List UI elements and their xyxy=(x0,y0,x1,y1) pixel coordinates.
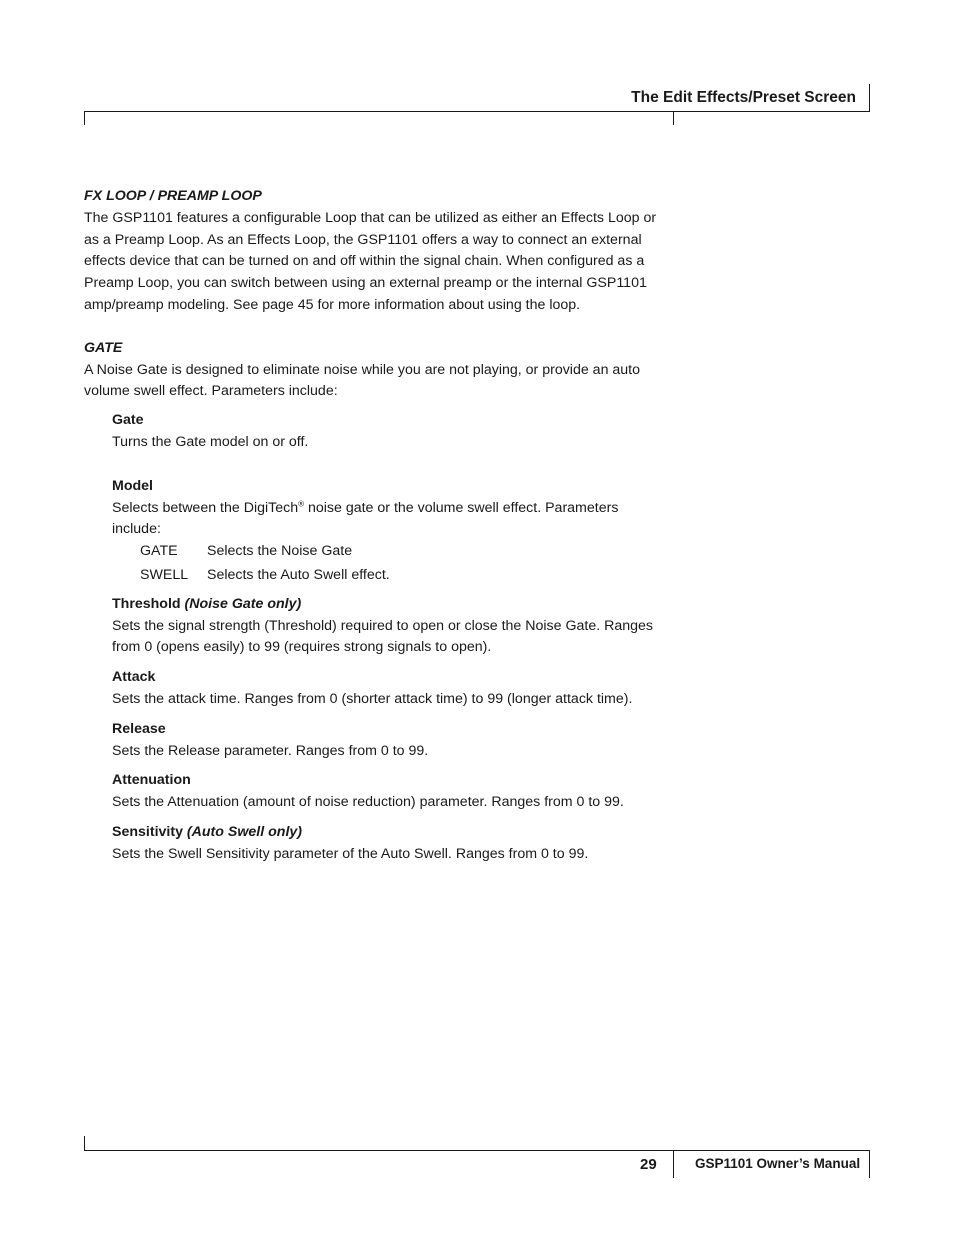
param-attenuation xyxy=(112,770,674,814)
param-name-text: Sensitivity xyxy=(112,823,183,840)
param-desc: Sets the Swell Sensitivity parameter of the Auto Swell. Ranges from 0 to 99. xyxy=(112,845,589,862)
param-desc: Sets the attack time. Ranges from 0 (shorter attack time) to 99 (longer attack time). xyxy=(112,690,633,707)
footer-manual-title: GSP1101 Owner’s Manual xyxy=(695,1156,861,1171)
param-qualifier: (Noise Gate only) xyxy=(184,595,302,612)
footer-rule-left-tick xyxy=(84,1136,85,1151)
footer-rule-right-tick xyxy=(869,1150,870,1178)
param-desc-part: noise gate or the volume swell effect. Parameters xyxy=(304,499,619,516)
footer-rule-mid-tick xyxy=(673,1150,674,1178)
gate-intro-line: volume swell effect. Parameters include: xyxy=(84,383,338,400)
gate-heading: GATE xyxy=(84,339,123,356)
option-value: Selects the Noise Gate xyxy=(207,543,353,560)
fx-loop-line: The GSP1101 features a configurable Loop that can be utilized as either an Effects Loop or xyxy=(84,209,657,226)
option-key: SWELL xyxy=(140,566,189,583)
page-body xyxy=(84,186,674,866)
gate-intro-line: A Noise Gate is designed to eliminate noise while you are not playing, or provide an auto xyxy=(84,361,641,378)
option-value: Selects the Auto Swell effect. xyxy=(207,566,390,583)
param-release xyxy=(112,719,674,763)
fx-loop-heading: FX LOOP / PREAMP LOOP xyxy=(84,188,262,204)
page-header-title: The Edit Effects/Preset Screen xyxy=(631,89,856,106)
param-threshold xyxy=(112,594,674,659)
param-name xyxy=(112,594,674,616)
param-desc xyxy=(112,498,674,520)
header-rule-right-tick xyxy=(869,84,870,112)
param-gate xyxy=(112,410,674,454)
param-desc: Sets the Attenuation (amount of noise reduction) parameter. Ranges from 0 to 99. xyxy=(112,794,624,811)
option-row xyxy=(140,565,674,587)
fx-loop-line: Preamp Loop, you can switch between using an external preamp or the internal GSP1101 xyxy=(84,275,647,292)
gate-section xyxy=(84,338,674,866)
fx-loop-line: amp/preamp modeling. See page 45 for more information about using the loop. xyxy=(84,296,581,313)
fx-loop-line: effects device that can be turned on and off within the signal chain. When configured as a xyxy=(84,253,645,270)
param-name: Gate xyxy=(112,412,144,429)
param-sensitivity xyxy=(112,822,674,866)
param-name: Model xyxy=(112,477,153,494)
page-number: 29 xyxy=(640,1156,657,1173)
param-desc: Sets the Release parameter. Ranges from 0 to 99. xyxy=(112,742,429,759)
option-key: GATE xyxy=(140,543,178,560)
option-row xyxy=(140,541,674,563)
param-desc: include: xyxy=(112,521,161,538)
param-desc: from 0 (opens easily) to 99 (requires strong signals to open). xyxy=(112,639,492,656)
param-attack xyxy=(112,667,674,711)
registered-mark: ® xyxy=(298,498,305,508)
param-desc-part: Selects between the DigiTech xyxy=(112,499,299,516)
param-desc: Turns the Gate model on or off. xyxy=(112,433,309,450)
header-rule-mid-tick xyxy=(673,111,674,125)
param-qualifier: (Auto Swell only) xyxy=(186,823,302,840)
fx-loop-section xyxy=(84,186,674,317)
param-model xyxy=(112,476,674,541)
param-desc: Sets the signal strength (Threshold) required to open or close the Noise Gate. Ranges xyxy=(112,617,654,634)
header-rule-horizontal xyxy=(84,111,870,112)
param-name: Release xyxy=(112,720,166,737)
header-rule-left-tick xyxy=(84,111,85,125)
param-name-text: Threshold xyxy=(112,595,181,612)
param-name: Attack xyxy=(112,669,156,686)
footer-rule-horizontal xyxy=(84,1150,870,1151)
param-name: Attenuation xyxy=(112,772,191,789)
fx-loop-line: as a Preamp Loop. As an Effects Loop, the GSP1101 offers a way to connect an external xyxy=(84,231,642,248)
param-name xyxy=(112,822,674,844)
